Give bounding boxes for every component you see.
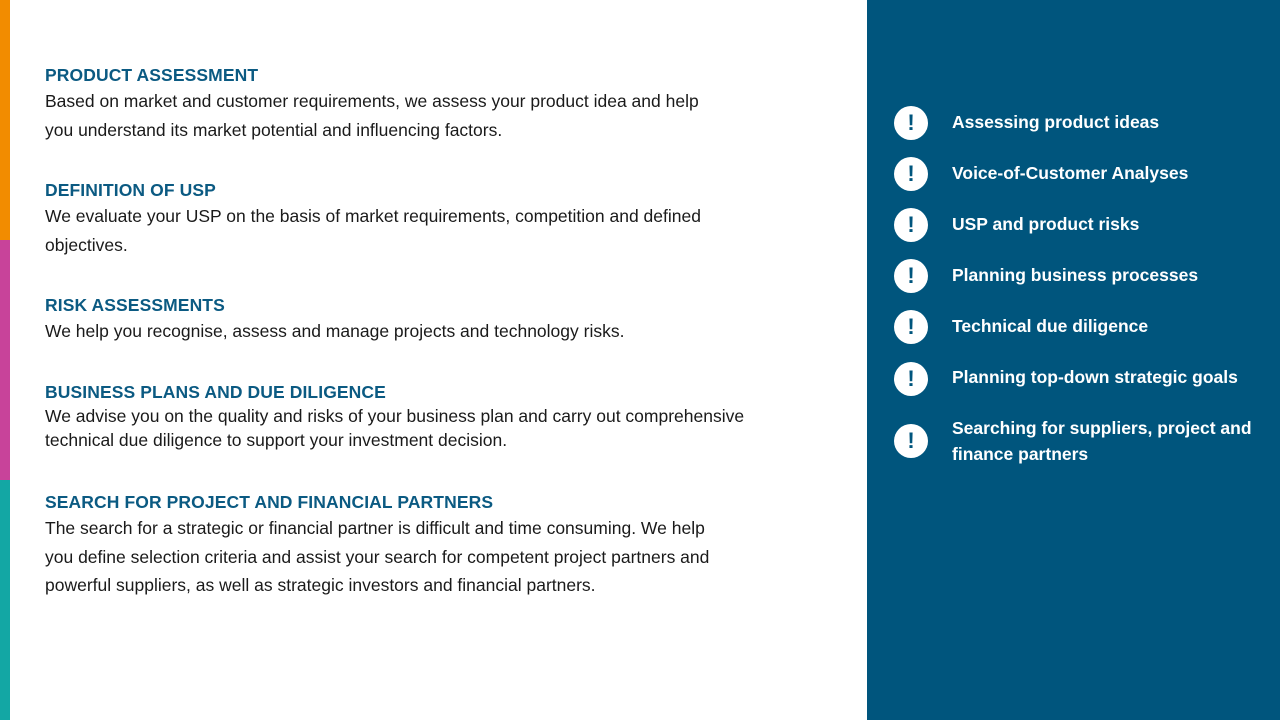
highlight-line: Voice-of-Customer Analyses — [952, 163, 1189, 183]
exclamation-icon: ! — [894, 106, 928, 140]
text-line: powerful suppliers, as well as strategic investors and financial partners. — [45, 575, 596, 595]
accent-bar-orange — [0, 0, 10, 240]
section-risk-assessments — [45, 293, 805, 346]
text-line: We evaluate your USP on the basis of market requirements, competition and defined — [45, 206, 701, 226]
exclamation-icon: ! — [894, 362, 928, 396]
highlight-line: Planning business processes — [952, 265, 1199, 285]
exclamation-icon: ! — [894, 157, 928, 191]
section-text — [45, 87, 805, 144]
exclamation-icon: ! — [894, 259, 928, 293]
text-line: technical due diligence to support your investment decision. — [45, 430, 508, 450]
section-heading: BUSINESS PLANS AND DUE DILIGENCE — [45, 382, 386, 402]
section-business-plans — [45, 380, 805, 452]
highlight-line: Searching for suppliers, project and — [952, 418, 1252, 438]
highlight-line: Technical due diligence — [952, 316, 1149, 336]
section-heading: DEFINITION OF USP — [45, 180, 216, 200]
text-line: The search for a strategic or financial partner is difficult and time consuming. We help — [45, 518, 705, 538]
section-heading: RISK ASSESSMENTS — [45, 295, 225, 315]
text-line: We advise you on the quality and risks of your business plan and carry out comprehensive — [45, 406, 745, 426]
accent-bar-magenta — [0, 240, 10, 480]
section-heading: PRODUCT ASSESSMENT — [45, 65, 259, 85]
text-line: you define selection criteria and assist your search for competent project partners and — [45, 546, 710, 567]
highlight-label — [952, 160, 1274, 186]
exclamation-icon: ! — [894, 310, 928, 344]
highlight-label — [952, 109, 1274, 135]
section-product-assessment — [45, 63, 805, 144]
text-line: you understand its market potential and influencing factors. — [45, 119, 503, 140]
highlight-label — [952, 415, 1274, 467]
accent-bar-teal — [0, 480, 10, 720]
section-text — [45, 202, 805, 259]
section-text — [45, 514, 805, 600]
section-text — [45, 317, 805, 346]
highlights-panel — [867, 0, 1280, 720]
highlight-line: Assessing product ideas — [952, 112, 1160, 132]
highlight-label — [952, 262, 1274, 288]
exclamation-icon: ! — [894, 208, 928, 242]
text-line: objectives. — [45, 234, 128, 255]
highlight-line: USP and product risks — [952, 214, 1140, 234]
text-line: Based on market and customer requirements, we assess your product idea and help — [45, 91, 699, 111]
text-line: We help you recognise, assess and manage projects and technology risks. — [45, 321, 625, 341]
highlight-line: finance partners — [952, 444, 1089, 464]
section-definition-of-usp — [45, 178, 805, 259]
highlight-label — [952, 313, 1274, 339]
section-search-for-partners — [45, 490, 805, 600]
highlight-label — [952, 211, 1274, 237]
section-text — [45, 404, 805, 452]
exclamation-icon: ! — [894, 424, 928, 458]
highlight-line: Planning top-down strategic goals — [952, 367, 1238, 387]
section-heading: SEARCH FOR PROJECT AND FINANCIAL PARTNERS — [45, 492, 494, 512]
highlight-label — [952, 364, 1274, 390]
